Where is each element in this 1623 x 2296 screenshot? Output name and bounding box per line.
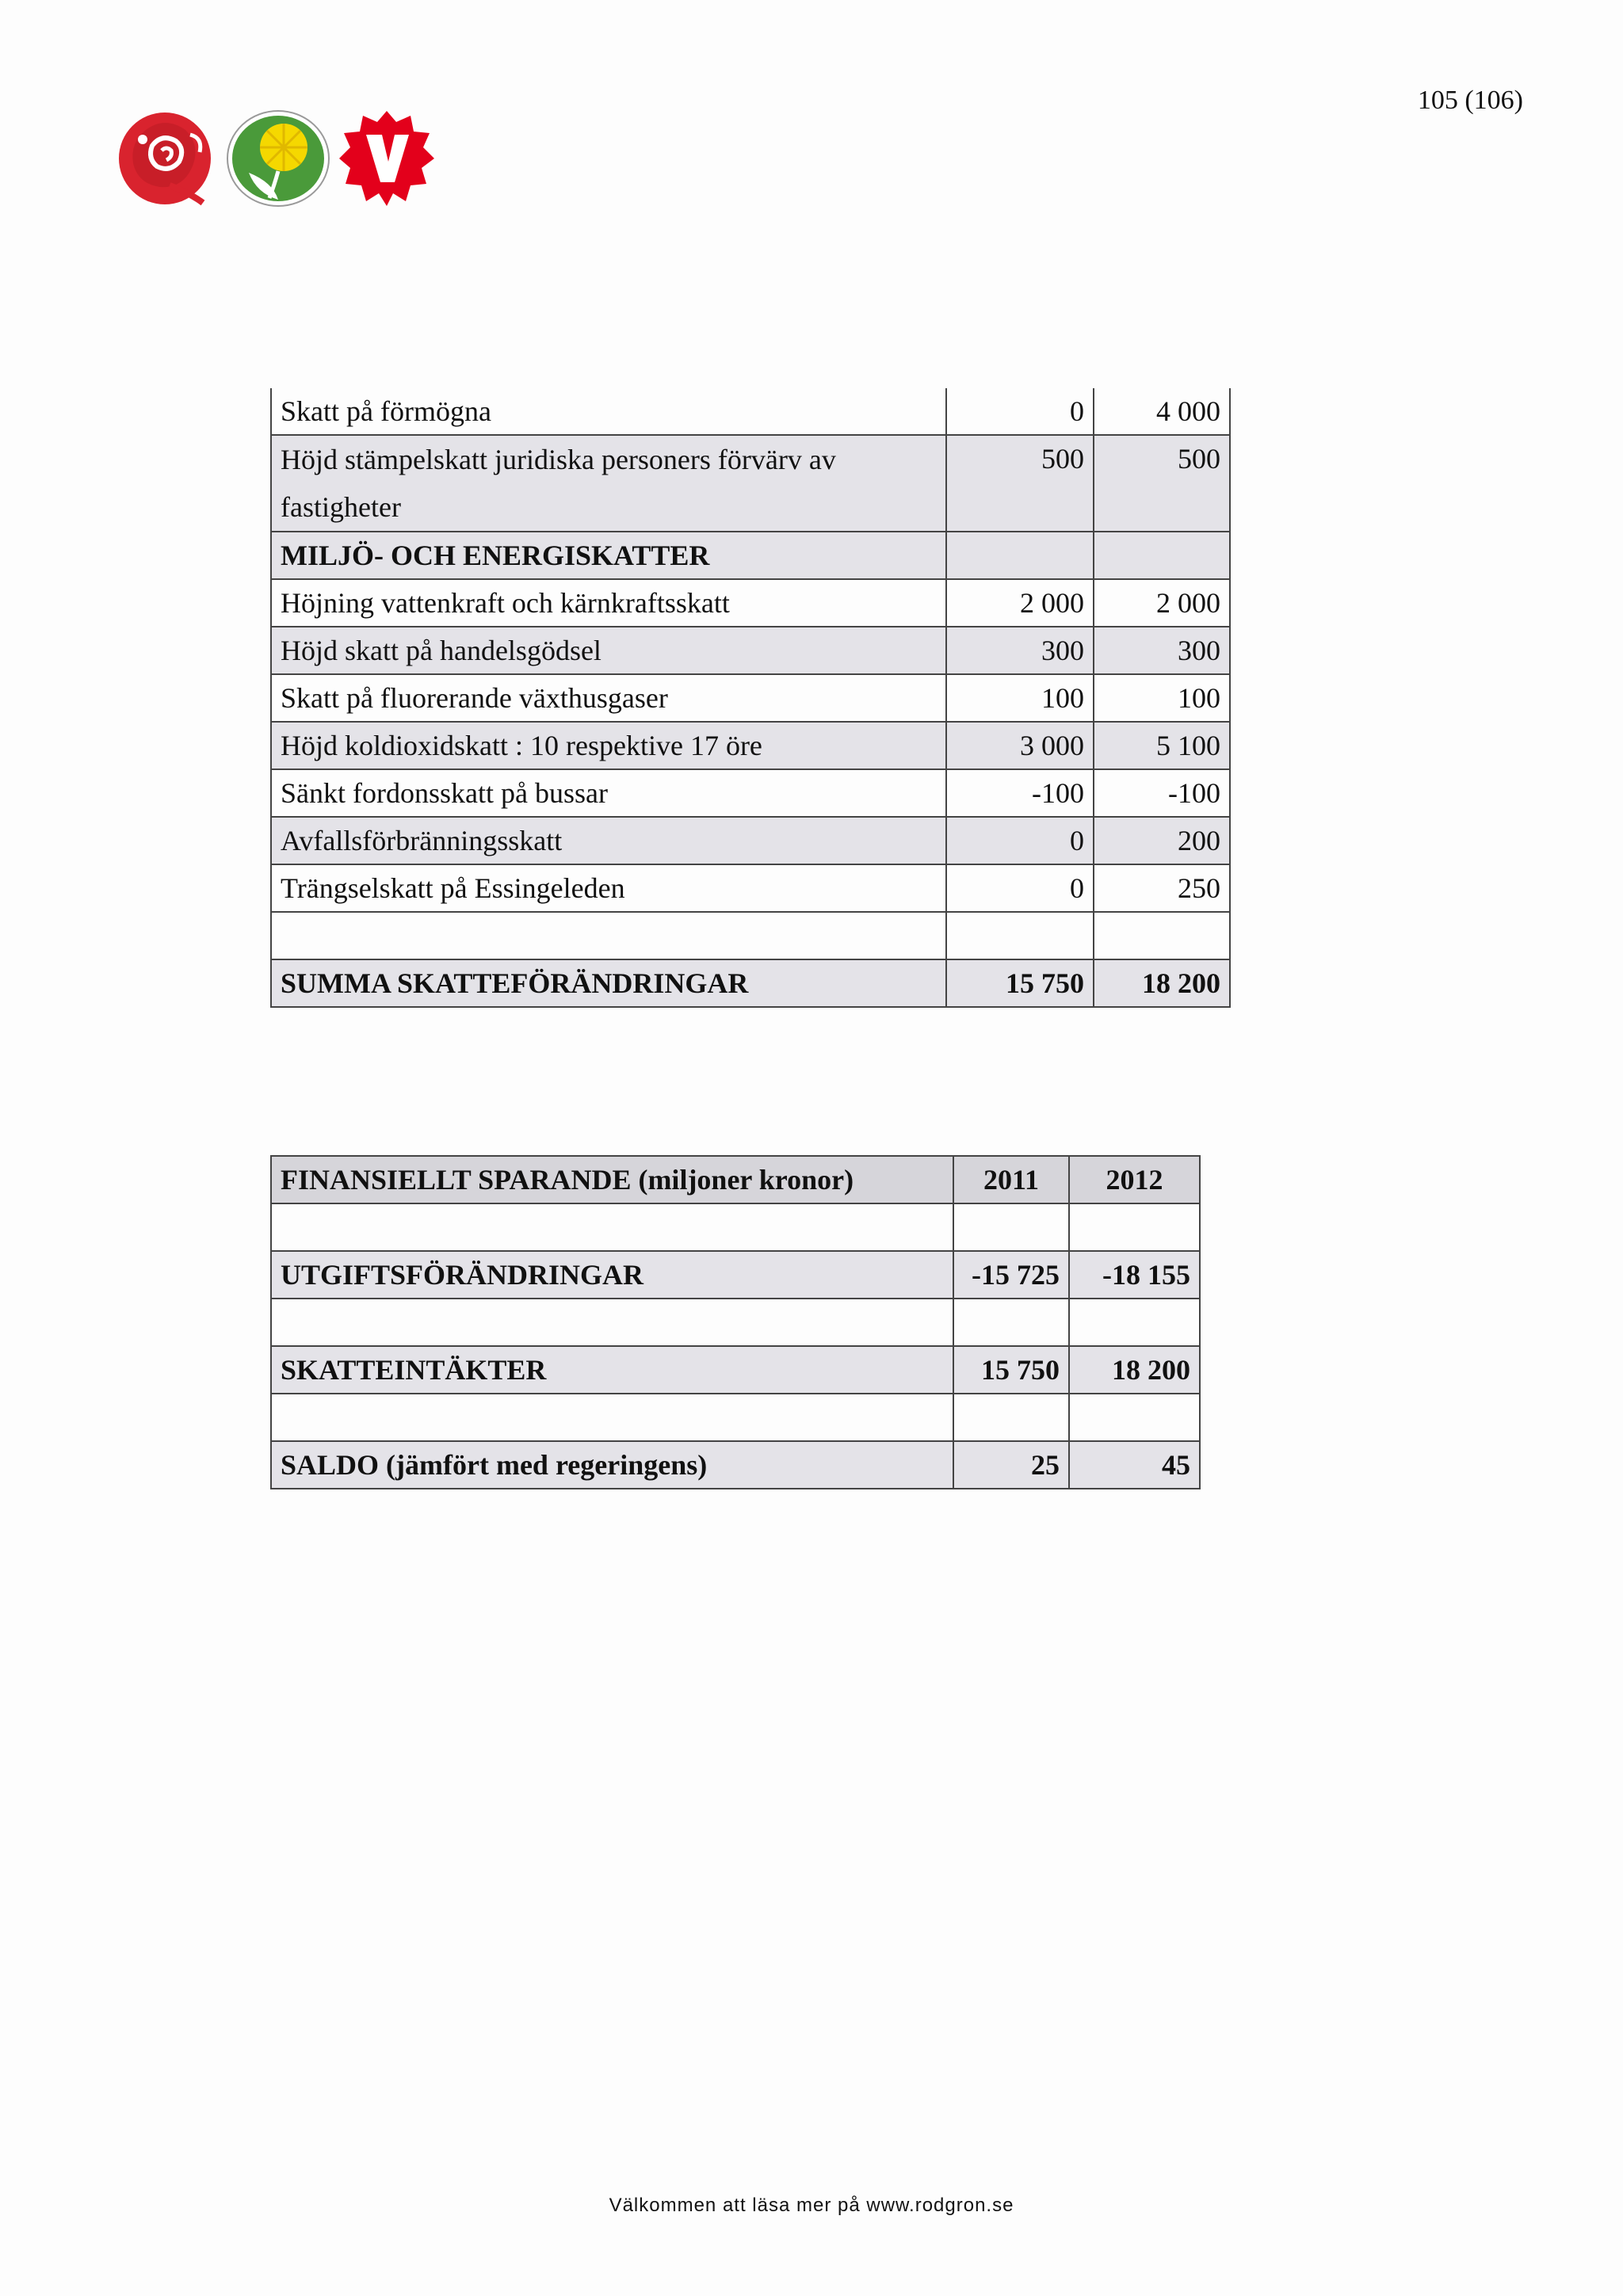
row-label: Skatt på förmögna: [271, 388, 946, 435]
value-2012: 4 000: [1094, 388, 1230, 435]
total-2011: 15 750: [946, 959, 1094, 1007]
value-2012: [1069, 1394, 1200, 1441]
table-header-row: [271, 1156, 1200, 1203]
row-label: SKATTEINTÄKTER: [271, 1346, 953, 1394]
table-row: [271, 627, 1230, 674]
row-label: Höjning vattenkraft och kärnkraftsskatt: [271, 579, 946, 627]
value-2011: 100: [946, 674, 1094, 722]
page-number: 105 (106): [1417, 86, 1523, 115]
balance-row: [271, 1441, 1200, 1489]
section-heading-row: [271, 532, 1230, 579]
value-2011: 500: [946, 435, 1094, 532]
table-row: [271, 674, 1230, 722]
row-label: SALDO (jämfört med regeringens): [271, 1441, 953, 1489]
table-title: FINANSIELLT SPARANDE (miljoner kronor): [271, 1156, 953, 1203]
value-2011: 0: [946, 388, 1094, 435]
value-2012: -18 155: [1069, 1251, 1200, 1299]
row-label: Höjd stämpelskatt juridiska personers förvärv av fastigheter: [271, 435, 946, 532]
table-row: [271, 1251, 1200, 1299]
value-2011: [953, 1299, 1069, 1346]
value-2011: [953, 1203, 1069, 1251]
section-heading: MILJÖ- OCH ENERGISKATTER: [271, 532, 946, 579]
value-2011: 300: [946, 627, 1094, 674]
footer-text: Välkommen att läsa mer på www.rodgron.se: [609, 2195, 1014, 2216]
value-2011: [946, 912, 1094, 959]
total-row: [271, 959, 1230, 1007]
v-carnation-logo: [338, 106, 436, 209]
table-row: [271, 817, 1230, 864]
value-2012: 18 200: [1069, 1346, 1200, 1394]
value-2011: [953, 1394, 1069, 1441]
total-2012: 18 200: [1094, 959, 1230, 1007]
empty-row: [271, 1394, 1200, 1441]
empty-row: [271, 912, 1230, 959]
row-label: [271, 1203, 953, 1251]
value-2011: [946, 532, 1094, 579]
value-2012: 100: [1094, 674, 1230, 722]
value-2012: 5 100: [1094, 722, 1230, 769]
table-row: [271, 1346, 1200, 1394]
row-label: Sänkt fordonsskatt på bussar: [271, 769, 946, 817]
row-label: Avfallsförbränningsskatt: [271, 817, 946, 864]
value-2011: 0: [946, 817, 1094, 864]
value-2012: 250: [1094, 864, 1230, 912]
row-label: Skatt på fluorerande växthusgaser: [271, 674, 946, 722]
value-2011: 2 000: [946, 579, 1094, 627]
value-2012: [1069, 1299, 1200, 1346]
value-2012: 2 000: [1094, 579, 1230, 627]
row-label: [271, 1394, 953, 1441]
value-2011: -15 725: [953, 1251, 1069, 1299]
value-2011: 15 750: [953, 1346, 1069, 1394]
value-2012: 300: [1094, 627, 1230, 674]
table-row: [271, 769, 1230, 817]
table-row: [271, 722, 1230, 769]
dandelion-logo: [225, 106, 331, 209]
total-label: SUMMA SKATTEFÖRÄNDRINGAR: [271, 959, 946, 1007]
empty-row: [271, 1299, 1200, 1346]
value-2012: 45: [1069, 1441, 1200, 1489]
value-2011: 0: [946, 864, 1094, 912]
column-header-2011: 2011: [953, 1156, 1069, 1203]
table-row: [271, 388, 1230, 435]
row-label: UTGIFTSFÖRÄNDRINGAR: [271, 1251, 953, 1299]
value-2011: -100: [946, 769, 1094, 817]
value-2011: 25: [953, 1441, 1069, 1489]
value-2012: 500: [1094, 435, 1230, 532]
row-label: Trängselskatt på Essingeleden: [271, 864, 946, 912]
value-2012: 200: [1094, 817, 1230, 864]
row-label: [271, 1299, 953, 1346]
financial-saving-table: [270, 1155, 1201, 1489]
row-label: Höjd skatt på handelsgödsel: [271, 627, 946, 674]
value-2012: [1069, 1203, 1200, 1251]
column-header-2012: 2012: [1069, 1156, 1200, 1203]
table-row: [271, 579, 1230, 627]
tax-changes-table: [270, 388, 1231, 1008]
value-2011: 3 000: [946, 722, 1094, 769]
table-row: [271, 435, 1230, 532]
rose-logo: [114, 106, 216, 209]
value-2012: -100: [1094, 769, 1230, 817]
row-label: [271, 912, 946, 959]
empty-row: [271, 1203, 1200, 1251]
row-label: Höjd koldioxidskatt : 10 respektive 17 öre: [271, 722, 946, 769]
value-2012: [1094, 532, 1230, 579]
value-2012: [1094, 912, 1230, 959]
table-row: [271, 864, 1230, 912]
